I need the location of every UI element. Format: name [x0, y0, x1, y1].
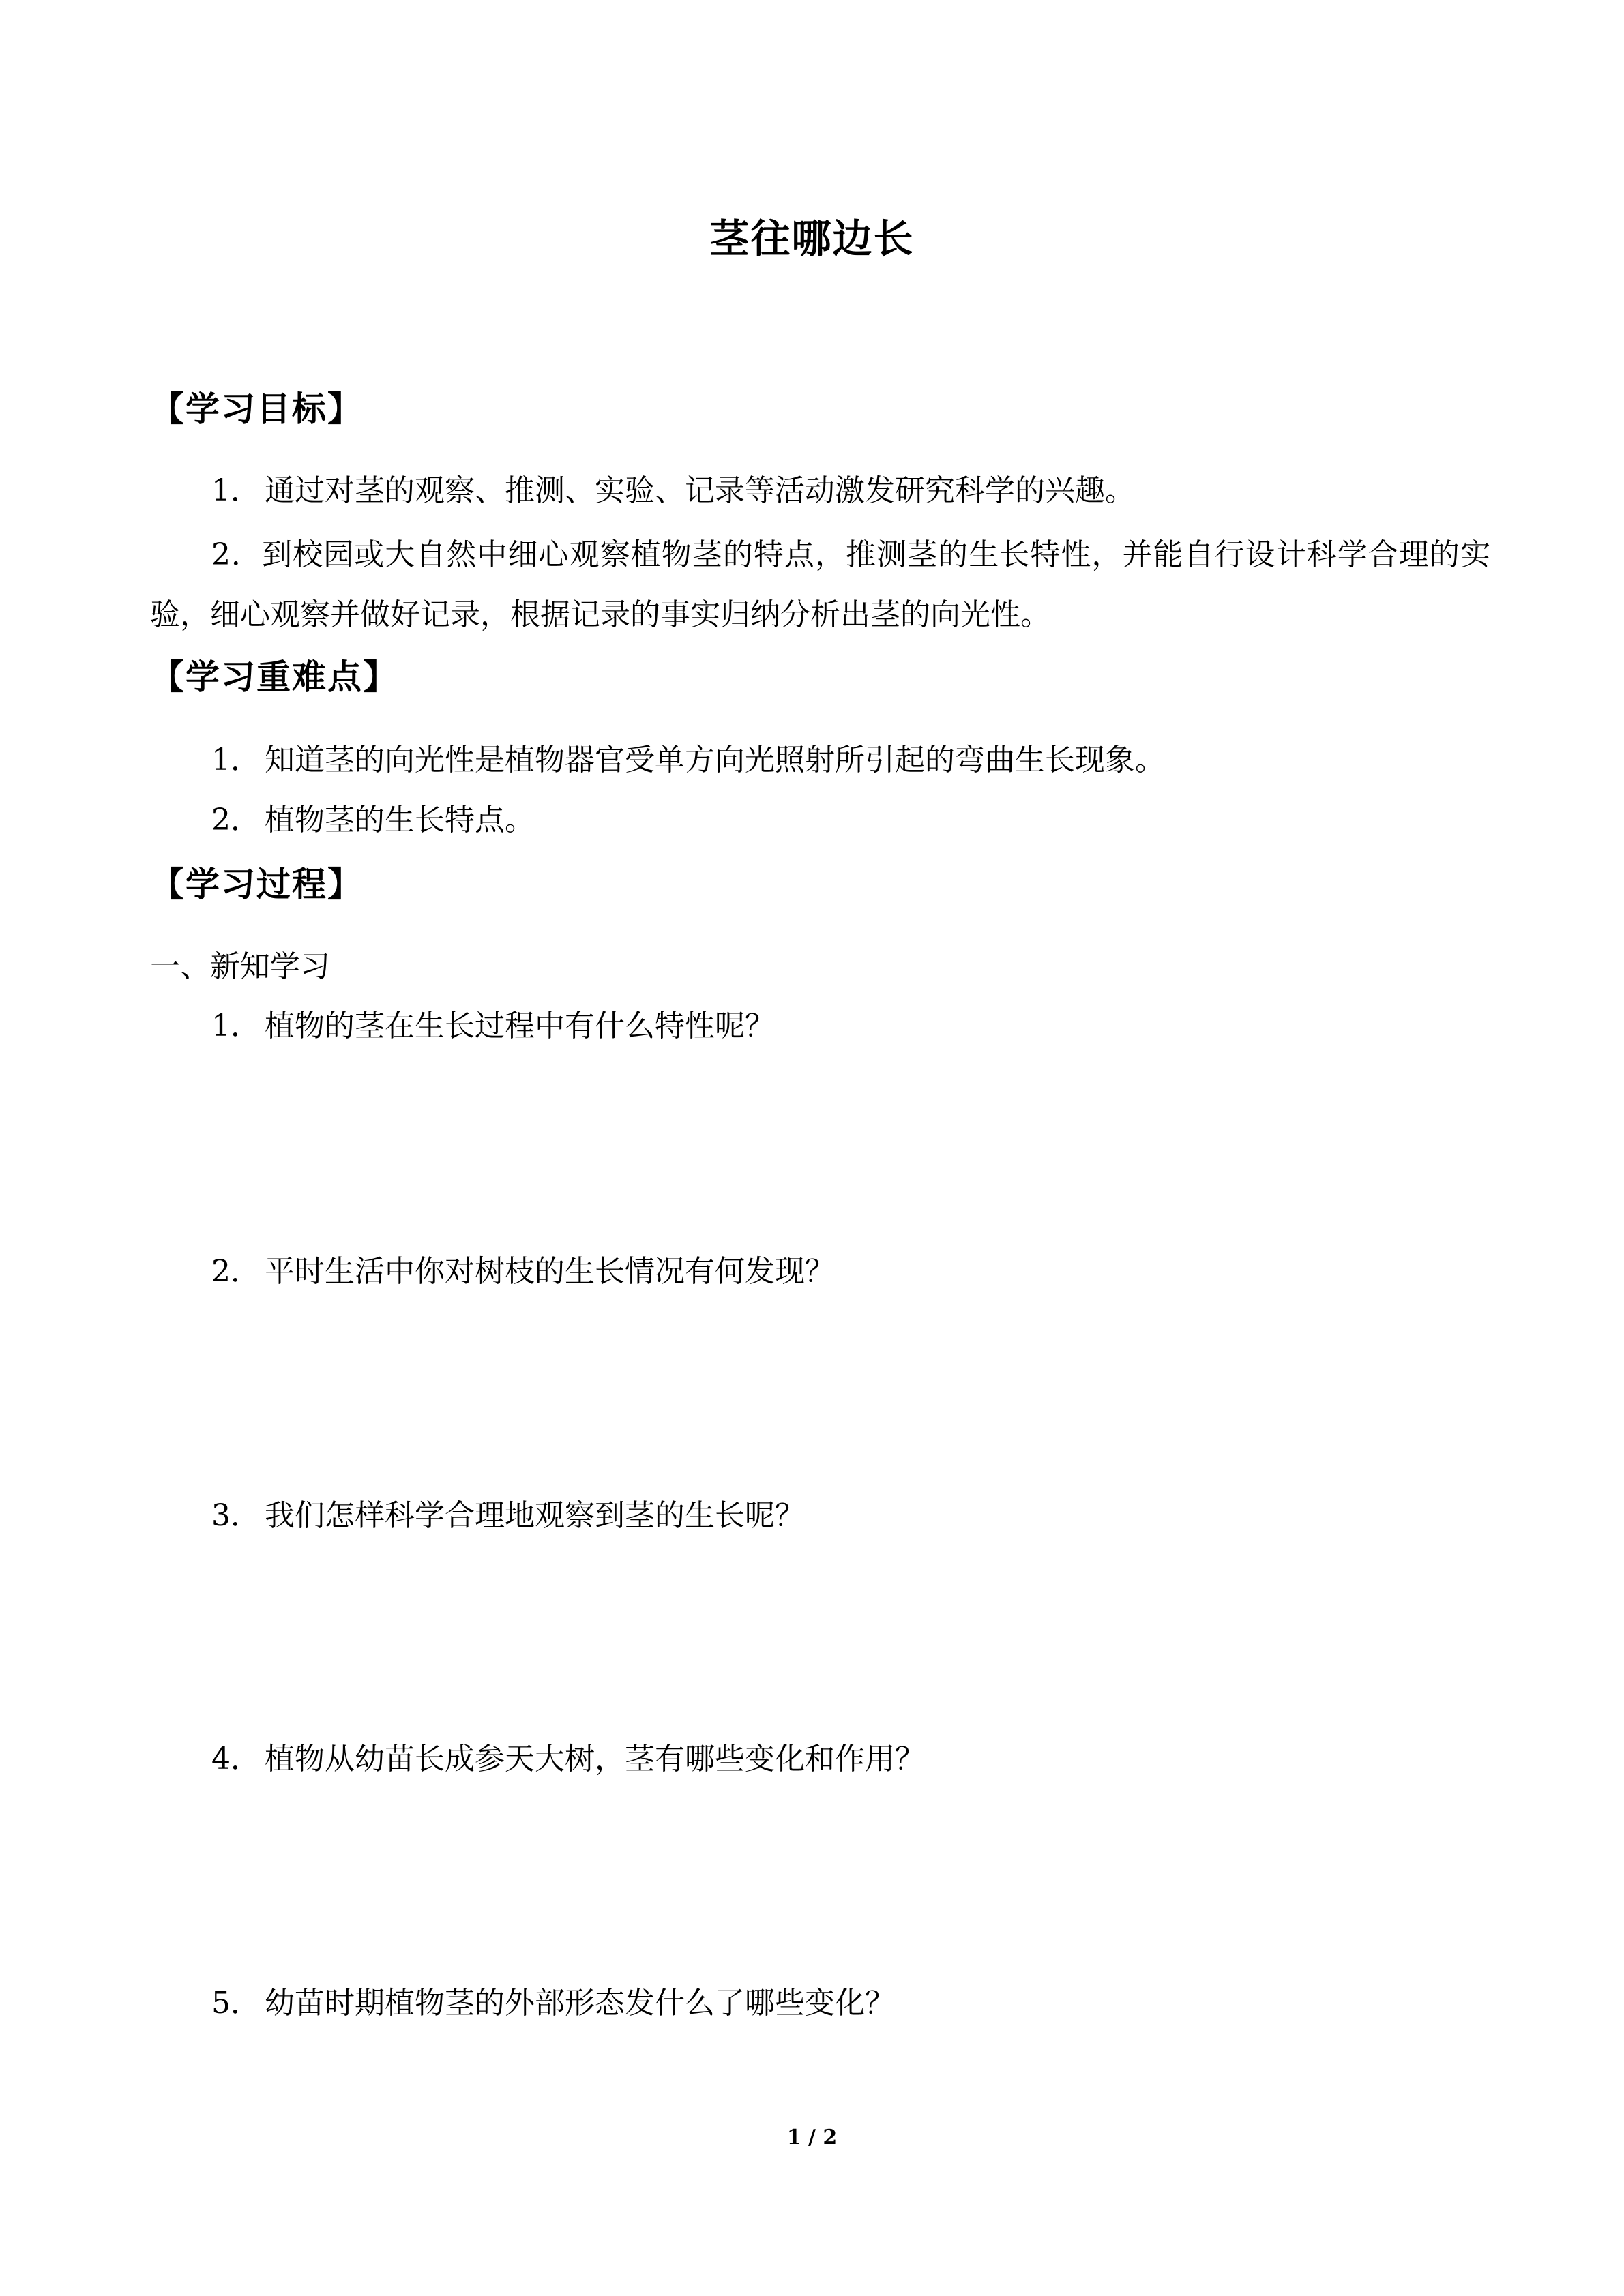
page-number: 1 / 2 — [786, 2126, 838, 2149]
process-subheading: 一、新知学习 — [150, 949, 330, 984]
question-text: 植物的茎在生长过程中有什么特性呢？ — [265, 1009, 775, 1043]
question-number: 3． — [211, 1498, 261, 1533]
key-point-number: 1． — [211, 743, 261, 777]
question-number: 1． — [211, 1009, 261, 1043]
question-number: 4． — [211, 1742, 261, 1776]
objective-number: 2． — [211, 537, 263, 572]
key-point-number: 2． — [211, 803, 261, 837]
question-number: 2． — [211, 1254, 261, 1289]
question-item — [211, 1495, 805, 1536]
objective-number: 1． — [211, 473, 261, 508]
question-item — [211, 1739, 925, 1780]
question-text: 平时生活中你对树枝的生长情况有何发现？ — [265, 1254, 835, 1289]
question-number: 5． — [211, 1986, 261, 2021]
objective-text: 到校园或大自然中细心观察植物茎的特点，推测茎的生长特性，并能自行设计科学合理的实验，细心观察并做好记录，根据记录的事实归纳分析出茎的向光性。 — [150, 537, 1490, 632]
key-points-heading: 【学习重难点】 — [150, 657, 398, 697]
question-item — [211, 1251, 835, 1292]
key-point-item — [211, 740, 1165, 781]
key-point-text: 植物茎的生长特点。 — [265, 803, 535, 837]
objective-item — [150, 525, 1490, 645]
process-heading: 【学习过程】 — [150, 865, 363, 904]
objectives-heading: 【学习目标】 — [150, 389, 363, 429]
question-text: 我们怎样科学合理地观察到茎的生长呢？ — [265, 1498, 805, 1533]
question-item — [211, 1983, 895, 2024]
key-point-text: 知道茎的向光性是植物器官受单方向光照射所引起的弯曲生长现象。 — [265, 743, 1165, 777]
objective-text: 通过对茎的观察、推测、实验、记录等活动激发研究科学的兴趣。 — [265, 473, 1135, 508]
question-text: 植物从幼苗长成参天大树，茎有哪些变化和作用？ — [265, 1742, 925, 1776]
key-point-item — [211, 800, 535, 841]
question-text: 幼苗时期植物茎的外部形态发什么了哪些变化？ — [265, 1986, 895, 2021]
question-item — [211, 1006, 775, 1047]
document-title: 茎往哪边长 — [709, 215, 915, 262]
objective-item — [211, 471, 1135, 511]
